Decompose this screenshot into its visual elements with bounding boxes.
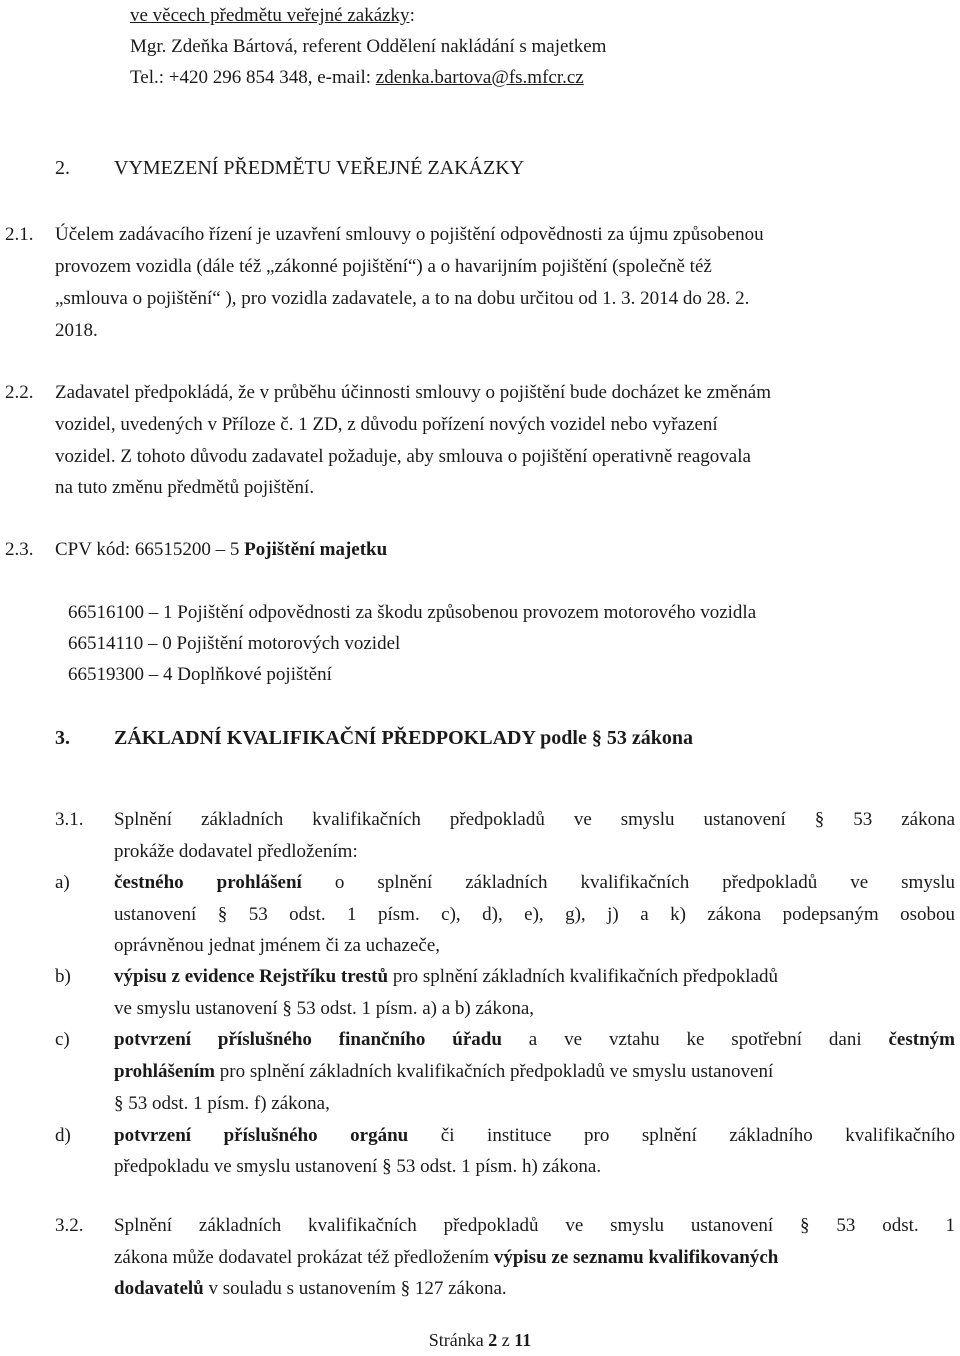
para-2-3-number: 2.3.: [5, 539, 34, 560]
para-2-1-line-1: Účelem zadávacího řízení je uzavření smlouvy o pojištění odpovědnosti za újmu způsobenou: [55, 224, 764, 245]
item-a-line-2: ustanovení § 53 odst. 1 písm. c), d), e), g), j) a k) zákona podepsaným osobou: [114, 904, 955, 925]
item-d-line-1: potvrzení příslušného orgánu či instituce pro splnění základního kvalifikačního: [114, 1125, 955, 1146]
page-current: 2: [488, 1330, 498, 1350]
cpv-title: Pojištění majetku: [244, 539, 388, 560]
para-2-2-line-2: vozidel, uvedených v Příloze č. 1 ZD, z důvodu pořízení nových vozidel nebo vyřazení: [55, 414, 718, 435]
cpv-code-1: 66516100 – 1 Pojištění odpovědnosti za škodu způsobenou provozem motorového vozidla: [68, 602, 757, 623]
section-3-number: 3.: [55, 727, 70, 749]
para-3-2-line-2: zákona může dodavatel prokázat též předložením výpisu ze seznamu kvalifikovaných: [114, 1247, 779, 1268]
para-2-1-line-3: „smlouva o pojištění“ ), pro vozidla zadavatele, a to na dobu určitou od 1. 3. 2014 do 28. 2.: [55, 288, 750, 309]
email-link[interactable]: zdenka.bartova@fs.mfcr.cz: [375, 67, 584, 88]
page-footer: Stránka 2 z 11: [428, 1330, 532, 1350]
para-2-1-number: 2.1.: [5, 224, 34, 245]
para-3-2-line-1: Splnění základních kvalifikačních předpokladů ve smyslu ustanovení § 53 odst. 1: [114, 1215, 955, 1236]
item-b-label: b): [55, 966, 71, 987]
item-a-line-3: oprávněnou jednat jménem či za uchazeče,: [114, 935, 440, 956]
item-a-line-1: čestného prohlášení o splnění základních kvalifikačních předpokladů ve smyslu: [114, 872, 955, 893]
section-2-title: VYMEZENÍ PŘEDMĚTU VEŘEJNÉ ZAKÁZKY: [114, 157, 525, 179]
cpv-line: CPV kód: 66515200 – 5 Pojištění majetku: [55, 539, 388, 560]
para-2-2-number: 2.2.: [5, 382, 34, 403]
para-3-1-line-1: Splnění základních kvalifikačních předpokladů ve smyslu ustanovení § 53 zákona: [114, 809, 955, 830]
contact-name: Mgr. Zdeňka Bártová, referent Oddělení nakládání s majetkem: [130, 36, 607, 57]
item-d-line-2: předpokladu ve smyslu ustanovení § 53 odst. 1 písm. h) zákona.: [114, 1156, 602, 1177]
para-3-1-line-2: prokáže dodavatel předložením:: [114, 841, 358, 862]
para-2-1-line-4: 2018.: [55, 320, 98, 341]
item-a-label: a): [55, 872, 70, 893]
item-c-line-2: prohlášením pro splnění základních kvalifikačních předpokladů ve smyslu ustanovení: [114, 1061, 774, 1082]
item-d-label: d): [55, 1125, 71, 1146]
item-c-line-1: potvrzení příslušného finančního úřadu a ve vztahu ke spotřební dani čestným: [114, 1029, 955, 1050]
para-3-2-line-3: dodavatelů v souladu s ustanovením § 127 zákona.: [114, 1278, 507, 1299]
para-3-1-number: 3.1.: [55, 809, 84, 830]
subject-underlined: ve věcech předmětu veřejné zakázky: [130, 5, 410, 26]
cpv-code-2: 66514110 – 0 Pojištění motorových vozidel: [68, 633, 401, 654]
contact-subject: ve věcech předmětu veřejné zakázky:: [130, 5, 415, 26]
section-2-number: 2.: [55, 157, 70, 179]
para-2-2-line-4: na tuto změnu předmětů pojištění.: [55, 477, 315, 498]
contact-phone: Tel.: +420 296 854 348, e-mail: zdenka.bartova@fs.mfcr.cz: [130, 67, 584, 88]
item-c-line-3: § 53 odst. 1 písm. f) zákona,: [114, 1093, 330, 1114]
item-b-line-1: výpisu z evidence Rejstříku trestů pro splnění základních kvalifikačních předpokladů: [114, 966, 778, 987]
para-2-2-line-1: Zadavatel předpokládá, že v průběhu účinnosti smlouvy o pojištění bude docházet ke změnám: [55, 382, 771, 403]
para-3-2-number: 3.2.: [55, 1215, 84, 1236]
item-b-line-2: ve smyslu ustanovení § 53 odst. 1 písm. a) a b) zákona,: [114, 998, 535, 1019]
page-total: 11: [514, 1330, 532, 1350]
cpv-code-3: 66519300 – 4 Doplňkové pojištění: [68, 664, 332, 685]
para-2-2-line-3: vozidel. Z tohoto důvodu zadavatel požaduje, aby smlouva o pojištění operativně reagovala: [55, 446, 751, 467]
item-c-label: c): [55, 1029, 70, 1050]
para-2-1-line-2: provozem vozidla (dále též „zákonné pojištění“) a o havarijním pojištění (společně též: [55, 256, 712, 277]
section-3-title: ZÁKLADNÍ KVALIFIKAČNÍ PŘEDPOKLADY podle § 53 zákona: [114, 727, 693, 749]
